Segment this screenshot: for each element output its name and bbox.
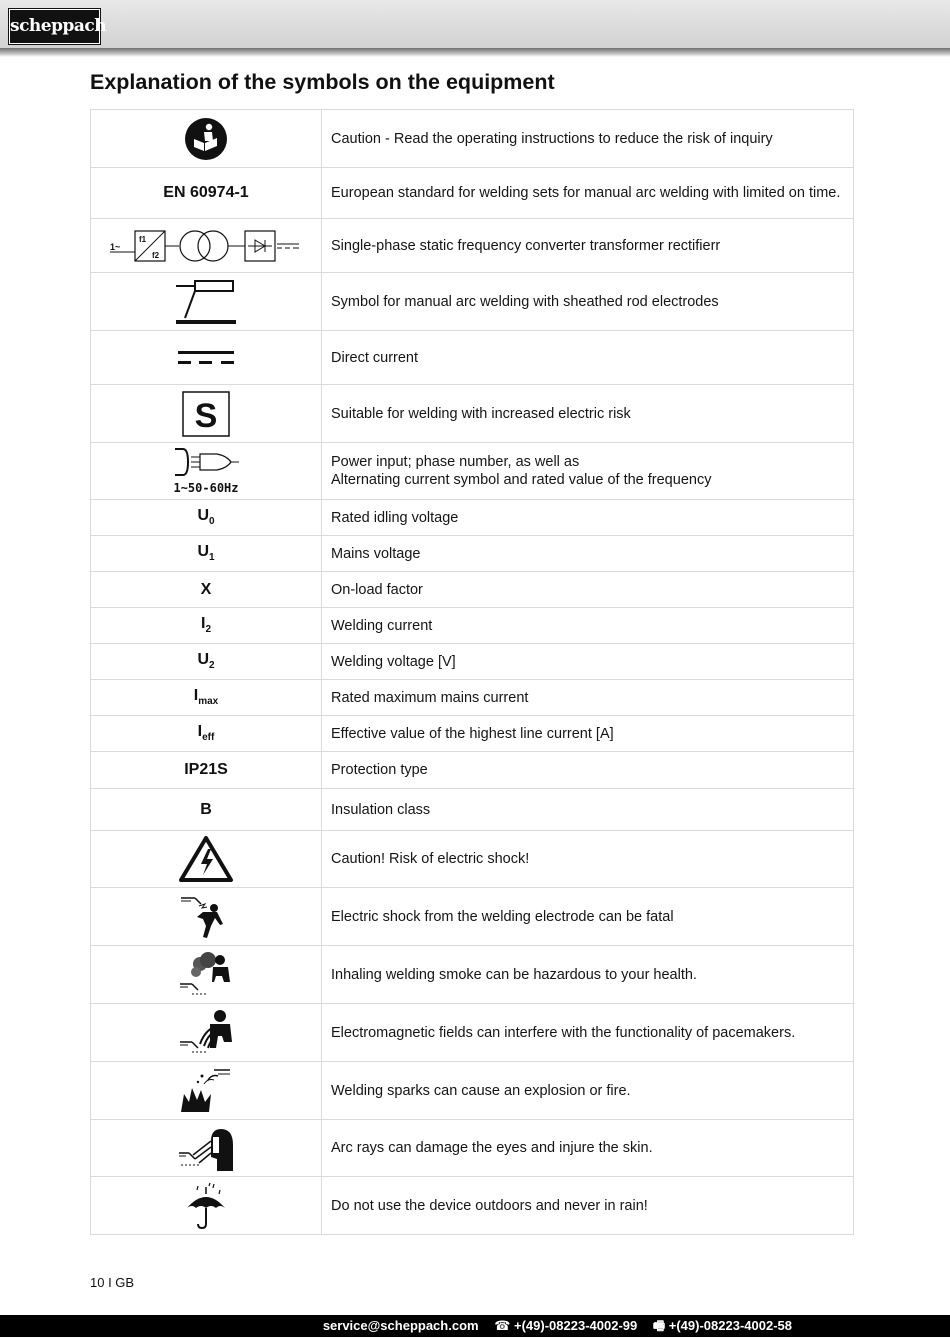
description-cell: On-load factor (322, 572, 854, 608)
description-line: Power input; phase number, as well as (331, 454, 580, 470)
table-row (91, 831, 854, 888)
symbol-cell (91, 831, 322, 888)
read-manual-icon (184, 117, 228, 161)
f1-label: f1 (139, 234, 147, 244)
arc-rays-icon (177, 1123, 235, 1173)
table-row (91, 443, 854, 500)
code-symbol: IP21S (184, 761, 228, 778)
symbol-cell (91, 789, 322, 831)
description-cell: Do not use the device outdoors and never in rain! (322, 1177, 854, 1235)
code-symbol: $I_2$ (200, 615, 211, 636)
code-symbol: $I_{max}$ (193, 687, 219, 708)
footer-email[interactable]: service@scheppach.com (322, 1318, 479, 1333)
symbol-cell (91, 500, 322, 536)
table-row (91, 168, 854, 219)
no-rain-umbrella-icon (184, 1182, 228, 1230)
table-row (91, 273, 854, 331)
symbol-cell (91, 946, 322, 1004)
description-cell: Rated idling voltage (322, 500, 854, 536)
table-row (91, 385, 854, 443)
description-cell: Welding voltage [V] (322, 644, 854, 680)
table-row (91, 219, 854, 273)
table-row (91, 572, 854, 608)
table-row (91, 946, 854, 1004)
electric-shock-warning-icon (178, 835, 234, 883)
rod-electrode-welding-icon (173, 278, 239, 326)
table-row (91, 536, 854, 572)
symbol-cell (91, 572, 322, 608)
footer-fax: 🖷 +(49)-08223-4002-58 (652, 1318, 792, 1333)
description-cell (322, 443, 854, 500)
description-cell: Caution! Risk of electric shock! (322, 831, 854, 888)
description-cell: Direct current (322, 331, 854, 385)
symbol-cell (91, 608, 322, 644)
code-symbol: $U_0$ (197, 507, 215, 528)
table-row (91, 716, 854, 752)
symbol-cell (91, 1120, 322, 1177)
symbol-cell (91, 219, 322, 273)
power-plug-icon (169, 446, 243, 496)
increased-risk-s-icon (182, 391, 230, 437)
table-row (91, 331, 854, 385)
description-cell: Arc rays can damage the eyes and injure the skin. (322, 1120, 854, 1177)
description-cell: Effective value of the highest line current [A] (322, 716, 854, 752)
description-cell: Protection type (322, 752, 854, 789)
frequency-converter-icon (99, 226, 313, 266)
symbol-cell (91, 331, 322, 385)
symbol-cell (91, 680, 322, 716)
direct-current-icon (176, 349, 236, 367)
table-row (91, 789, 854, 831)
table-row (91, 608, 854, 644)
standard-code: EN 60974-1 (163, 184, 249, 201)
symbol-cell (91, 536, 322, 572)
header-shadow (0, 48, 950, 57)
description-cell: Welding sparks can cause an explosion or fire. (322, 1062, 854, 1120)
description-cell: Suitable for welding with increased electric risk (322, 385, 854, 443)
description-cell: Electric shock from the welding electrode can be fatal (322, 888, 854, 946)
code-symbol: $I_{eff}$ (197, 723, 215, 744)
table-row (91, 1120, 854, 1177)
table-row (91, 110, 854, 168)
footer-contact (311, 1317, 792, 1339)
table-row (91, 644, 854, 680)
welding-sparks-fire-icon (178, 1066, 234, 1116)
description-line: Alternating current symbol and rated value of the frequency (331, 472, 712, 488)
welding-smoke-icon (178, 950, 234, 1000)
electrode-shock-icon (179, 892, 233, 942)
symbols-table (90, 109, 854, 1235)
table-row (91, 1004, 854, 1062)
electromagnetic-field-icon (178, 1008, 234, 1058)
symbol-cell (91, 273, 322, 331)
table-row (91, 752, 854, 789)
s-letter: S (194, 396, 218, 435)
power-caption: 1~50-60Hz (173, 481, 239, 495)
table-row (91, 500, 854, 536)
description-cell: Electromagnetic fields can interfere with the functionality of pacemakers. (322, 1004, 854, 1062)
input-label: 1~ (110, 241, 121, 252)
code-symbol: B (200, 800, 212, 818)
symbol-cell (91, 888, 322, 946)
description-cell: Symbol for manual arc welding with sheathed rod electrodes (322, 273, 854, 331)
description-cell: Insulation class (322, 789, 854, 831)
description-cell: Single-phase static frequency converter transformer rectifierr (322, 219, 854, 273)
symbol-cell (91, 110, 322, 168)
code-symbol: X (200, 580, 212, 598)
symbol-cell (91, 443, 322, 500)
code-symbol: $U_2$ (197, 651, 215, 672)
table-row (91, 1177, 854, 1235)
symbol-cell (91, 385, 322, 443)
description-cell: Mains voltage (322, 536, 854, 572)
symbol-cell (91, 1004, 322, 1062)
table-row (91, 1062, 854, 1120)
description-cell: Inhaling welding smoke can be hazardous to your health. (322, 946, 854, 1004)
description-cell: Rated maximum mains current (322, 680, 854, 716)
symbol-cell (91, 752, 322, 789)
symbol-cell (91, 1177, 322, 1235)
table-row (91, 888, 854, 946)
footer-phone: ☎ +(49)-08223-4002-99 (494, 1318, 638, 1333)
description-cell: Caution - Read the operating instructions to reduce the risk of inquiry (322, 110, 854, 168)
description-cell: Welding current (322, 608, 854, 644)
symbol-cell (91, 644, 322, 680)
symbol-cell (91, 1062, 322, 1120)
page-number: 10 I GB (90, 1275, 135, 1290)
symbol-cell (91, 168, 322, 219)
page-title: Explanation of the symbols on the equipment (90, 70, 555, 94)
header-bar (0, 0, 950, 48)
code-symbol: $U_1$ (197, 543, 215, 564)
brand-logo: scheppach (9, 9, 100, 44)
symbol-cell (91, 716, 322, 752)
table-row (91, 680, 854, 716)
description-cell: European standard for welding sets for manual arc welding with limited on time. (322, 168, 854, 219)
f2-label: f2 (152, 250, 160, 260)
